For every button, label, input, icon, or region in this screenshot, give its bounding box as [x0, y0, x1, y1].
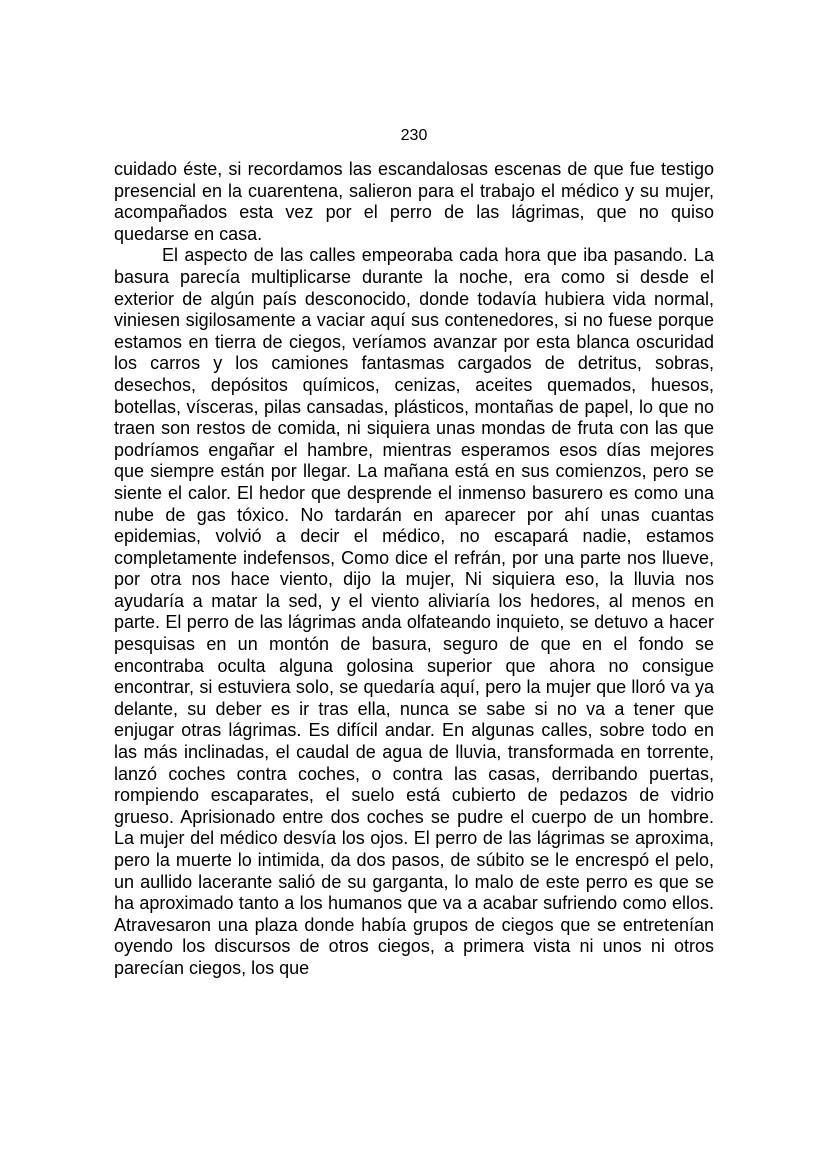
paragraph: El aspecto de las calles empeoraba cada hora que iba pasando. La basura parecía multiplicarse durante la noche, era como si desde el exterior de algún país desconocido, donde todavía hubiera vida normal, viniesen sigilosamente a vaciar aquí sus contenedores, si no fuese porque estamos en tierra de ciegos, veríamos avanzar por esta blanca oscuridad los carros y los camiones fantasmas cargados de detritus, sobras, desechos, depósitos químicos, cenizas, aceites quemados, huesos, botellas, vísceras, pilas cansadas, plásticos, montañas de papel, lo que no traen son restos de comida, ni siquiera unas mondas de fruta con las que podríamos engañar el hambre, mientras esperamos esos días mejores que siempre están por llegar. La mañana está en sus comienzos, pero se siente el calor. El hedor que desprende el inmenso basurero es como una nube de gas tóxico. No tardarán en aparecer por ahí unas cuantas epidemias, volvió a decir el médico, no escapará nadie, estamos completamente indefensos, Como dice el refrán, por una parte nos llueve, por otra nos hace viento, dijo la mujer, Ni siquiera eso, la lluvia nos ayudaría a matar la sed, y el viento aliviaría los hedores, al menos en parte. El perro de las lágrimas anda olfateando inquieto, se detuvo a hacer pesquisas en un montón de basura, seguro de que en el fondo se encontraba oculta alguna golosina superior que ahora no consigue encontrar, si estuviera solo, se quedaría aquí, pero la mujer que lloró va ya delante, su deber es ir tras ella, nunca se sabe si no va a tener que enjugar otras lágrimas. Es difícil andar. En algunas calles, sobre todo en las más inclinadas, el caudal de agua de lluvia, transformada en torrente, lanzó coches contra coches, o contra las casas, derribando puertas, rompiendo escaparates, el suelo está cubierto de pedazos de vidrio grueso. Aprisionado entre dos coches se pudre el cuerpo de un hombre. La mujer del médico desvía los ojos. El perro de las lágrimas se aproxima, pero la muerte lo intimida, da dos pasos, de súbito se le encrespó el pelo, un aullido lacerante salió de su garganta, lo malo de este perro es que se ha aproximado tanto a los humanos que va a acabar sufriendo como ellos. Atravesaron una plaza donde había grupos de ciegos que se entretenían oyendo los discursos de otros ciegos, a primera vista ni unos ni otros parecían ciegos, los que [114, 245, 714, 978]
page-number: 230 [400, 127, 428, 144]
body-text [114, 159, 714, 980]
paragraph-continuation: cuidado éste, si recordamos las escandalosas escenas de que fue testigo presencial en la cuarentena, salieron para el trabajo el médico y su mujer, acompañados esta vez por el perro de las lágrimas, que no quiso quedarse en casa. [114, 159, 714, 244]
